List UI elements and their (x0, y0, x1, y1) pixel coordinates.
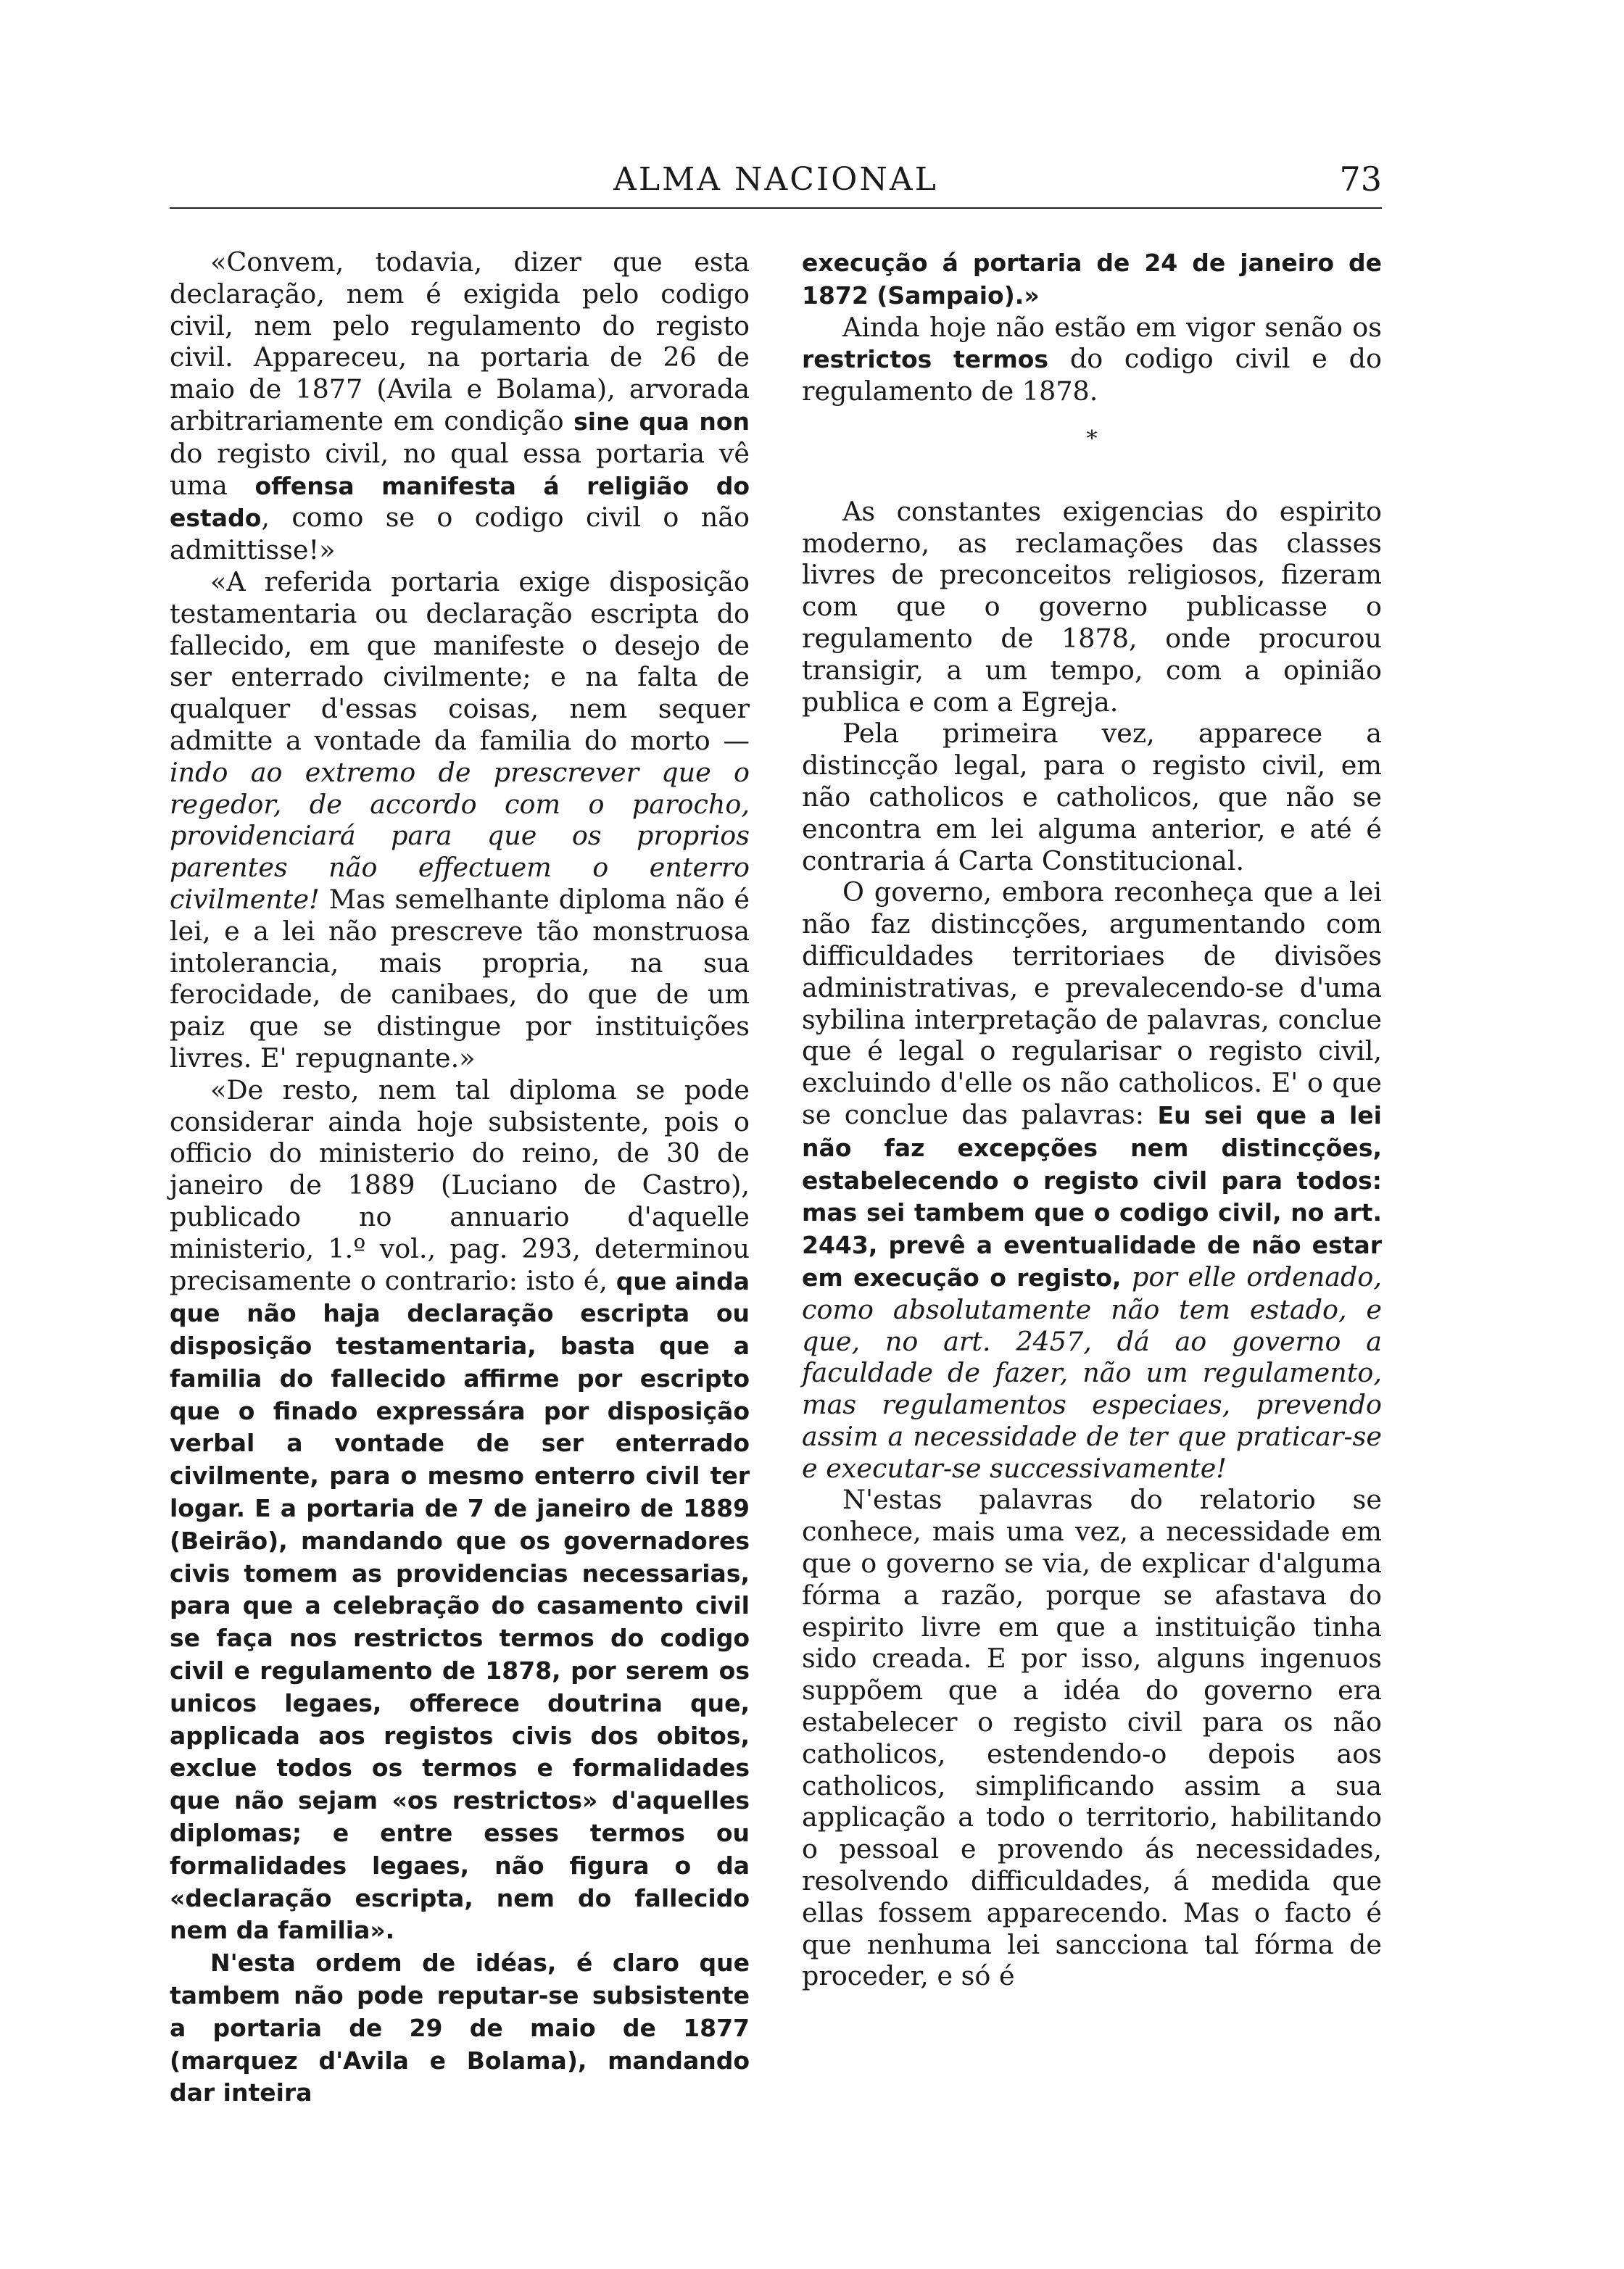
text-run: indo ao extremo de prescrever que o regedor, de accordo com o parocho, providenciará para que os proprios parentes não effectuem o enterro civilmente! (170, 756, 750, 915)
text-run: execução á portaria de 24 de janeiro de 1872 (Sampaio).» (802, 249, 1382, 310)
text-run: Eu sei que a lei não faz excepções nem distincções, estabelecendo o registo civil para todos: mas sei tambem que o codigo civil, no art. 2443, prevê a eventualidade de não estar em execução o registo, (802, 1100, 1382, 1292)
paragraph (170, 566, 750, 1074)
text-run: por elle ordenado, como absolutamente não tem estado, e que, no art. 2457, dá ao governo a faculdade de fazer, não um regulamento, mas regulamentos especiaes, prevendo assim a necessidade de ter que praticar-se e executar-se successivamente! (802, 1261, 1382, 1484)
text-run: do registo civil, no qual essa portaria vê uma (170, 437, 750, 501)
paragraph (170, 246, 750, 566)
paragraph (170, 1074, 750, 1947)
text-run: Mas semelhante diploma não é lei, e a lei não prescreve tão monstruosa intolerancia, mais propria, na sua ferocidade, de canibaes, do que de um paiz que se distingue por instituições livres. E' repugnante.» (170, 883, 750, 1074)
text-run: «A referida portaria exige disposição testamentaria ou declaração escripta do fallecido, em que manifeste o desejo de ser enterrado civilmente; e na falta de qualquer d'essas coisas, nem sequer admitte a vontade da familia do morto — (170, 565, 750, 756)
left-column (170, 246, 750, 2109)
text-run: que ainda que não haja declaração escripta ou disposição testamentaria, basta que a familia do fallecido affirme por escripto que o finado expressára por disposição verbal a vontade de ser enterrado civilmente, para o mesmo enterro civil ter logar. E a portaria de 7 de janeiro de 1889 (Beirão), mandando que os governadores civis tomem as providencias necessarias, para que a celebração do casamento civil se faça nos restrictos termos do codigo civil e regulamento de 1878, por serem os unicos legaes, offerece doutrina que, applicada aos registos civis dos obitos, exclue todos os termos e formalidades que não sejam «os restrictos» d'aquelles diplomas; e entre esses termos ou formalidades legaes, não figura o da «declaração escripta, nem do fallecido nem da familia». (170, 1266, 750, 1945)
text-run: «De resto, nem tal diploma se pode considerar ainda hoje subsistente, pois o officio do ministerio do reino, de 30 de janeiro de 1889 (Luciano de Castro), publicado no annuario d'aquelle ministerio, 1.º vol., pag. 293, determinou precisamente o contrario: isto é, (170, 1074, 750, 1296)
journal-title: ALMA NACIONAL (613, 161, 938, 198)
text-run: offensa manifesta á religião do estado (170, 471, 750, 533)
paragraph (802, 876, 1382, 1484)
text-run: Ainda hoje não estão em vigor senão os (842, 311, 1382, 343)
paragraph (802, 246, 1382, 312)
header-rule (170, 207, 1382, 209)
paragraph (802, 312, 1382, 407)
text-run: As constantes exigencias do espirito moderno, as reclamações das classes livres de preconceitos religiosos, fizeram com que o governo publicasse o regulamento de 1878, onde procurou transigir, a um tempo, com a opinião publica e com a Egreja. (802, 495, 1382, 718)
page-number: 73 (1339, 159, 1382, 199)
text-run: do codigo civil e do regulamento de 1878. (802, 343, 1382, 407)
text-run: N'estas palavras do relatorio se conhece, mais uma vez, a necessidade em que o governo se via, de explicar d'alguma fórma a razão, porque se afastava do espirito livre em que a instituição tinha sido creada. E por isso, alguns ingenuos suppõem que a idéa do governo era estabelecer o registo civil para os não catholicos, estendendo-o depois aos catholicos, simplificando assim a sua applicação a todo o territorio, habilitando o pessoal e provendo ás necessidades, resolvendo difficuldades, á medida que ellas fossem apparecendo. Mas o facto é que nenhuma lei sancciona tal fórma de proceder, e só é (802, 1484, 1382, 1992)
paragraph (802, 1484, 1382, 1992)
text-run: N'esta ordem de idéas, é claro que tambem não pode reputar-se subsistente a portaria de 29 de maio de 1877 (marquez d'Avila e Bolama), mandando dar inteira (170, 1949, 750, 2107)
text-run: , como se o codigo civil o não admittisse!» (170, 502, 750, 566)
text-run: sine qua non (573, 407, 750, 436)
paragraph (170, 1946, 750, 2109)
running-header (170, 155, 1382, 203)
text-run: «Convem, todavia, dizer que esta declaração, nem é exigida pelo codigo civil, nem pelo regulamento do registo civil. Appareceu, na portaria de 26 de maio de 1877 (Avila e Bolama), arvorada arbitrariamente em condição (170, 246, 750, 436)
right-column (802, 246, 1382, 1992)
text-run: O governo, embora reconheça que a lei não faz distincções, argumentando com difficuldades territoriaes de divisões administrativas, e prevalecendo-se d'uma sybilina interpretação de palavras, conclue que é legal o regularisar o registo civil, excluindo d'elle os não catholicos. E' o que se conclue das palavras: (802, 876, 1382, 1130)
text-run: restrictos termos (802, 345, 1049, 374)
section-separator: * (1086, 426, 1098, 452)
text-run: Pela primeira vez, apparece a distincção legal, para o registo civil, em não catholicos e catholicos, que não se encontra em lei alguma anterior, e até é contraria á Carta Constitucional. (802, 718, 1382, 876)
paragraph (802, 496, 1382, 718)
paragraph (802, 718, 1382, 876)
